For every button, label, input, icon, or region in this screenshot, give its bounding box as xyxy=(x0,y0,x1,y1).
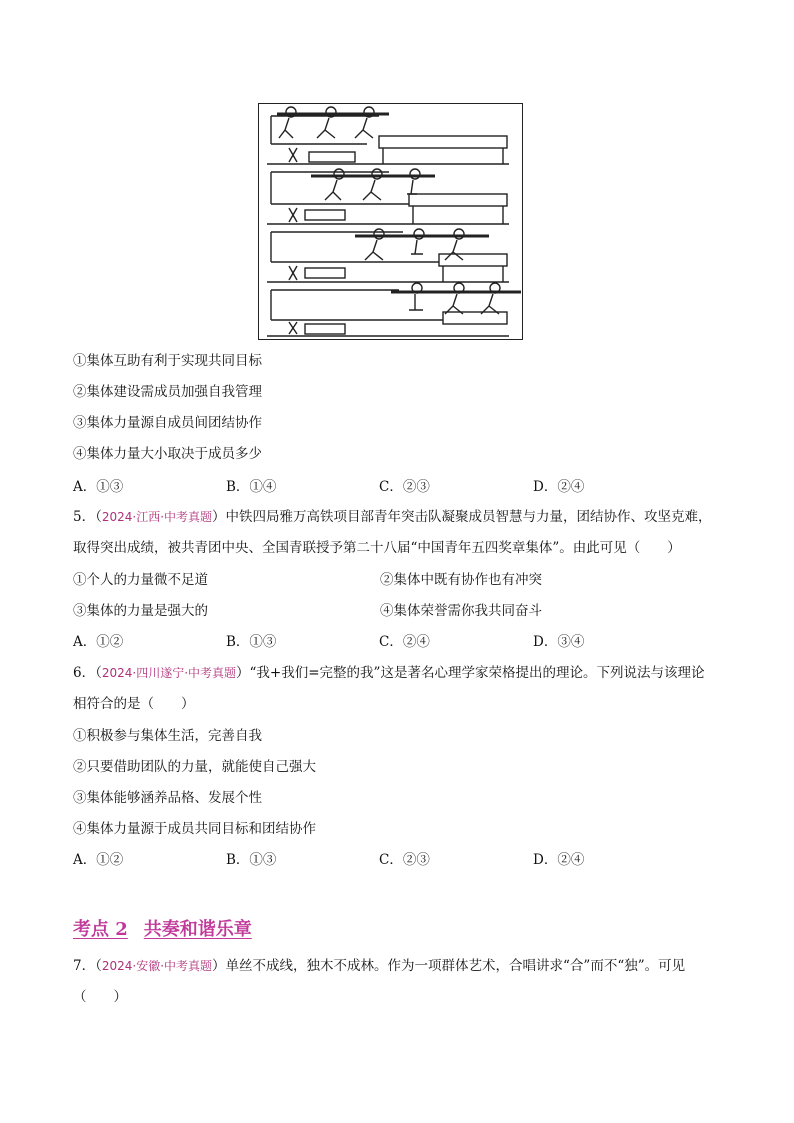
q6-option-3: ③集体能够涵养品格、发展个性 xyxy=(73,790,262,806)
q5-answer-d[interactable]: D．③④ xyxy=(533,634,585,650)
q4-answer-d[interactable]: D．②④ xyxy=(533,479,585,495)
section-title: 共奏和谐乐章 xyxy=(143,919,252,940)
q7-number: 7．（ xyxy=(73,958,102,974)
q7-tag-close: ） xyxy=(212,958,226,974)
q6-option-1: ①积极参与集体生活，完善自我 xyxy=(73,728,262,744)
q5-option-3: ③集体的力量是强大的 xyxy=(73,603,208,619)
q4-answer-b[interactable]: B．①④ xyxy=(226,479,277,495)
q5-stem-line2: 取得突出成绩，被共青团中央、全国青联授予第二十八届“中国青年五四奖章集体”。由此可见（ ） xyxy=(73,540,681,556)
q5-stem-line1 xyxy=(73,508,712,526)
q6-number: 6．（ xyxy=(73,665,102,681)
section-label: 考点 2 xyxy=(73,919,128,940)
section-heading xyxy=(73,915,252,941)
q6-stem-line2: 相符合的是（ ） xyxy=(73,696,195,712)
q4-option-3: ③集体力量源自成员间团结协作 xyxy=(73,415,262,431)
q5-option-2: ②集体中既有协作也有冲突 xyxy=(380,572,542,588)
q6-answer-c[interactable]: C．②③ xyxy=(379,852,430,868)
q6-tag-close: ） xyxy=(236,665,250,681)
q6-source-tag: 2024·四川遂宁·中考真题 xyxy=(101,666,237,680)
q6-answer-d[interactable]: D．②④ xyxy=(533,852,585,868)
q6-text-1: “我+我们=完整的我”这是著名心理学家荣格提出的理论。下列说法与该理论 xyxy=(249,665,705,681)
q4-option-4: ④集体力量大小取决于成员多少 xyxy=(73,446,262,462)
q5-answer-b[interactable]: B．①③ xyxy=(226,634,277,650)
q4-answer-c[interactable]: C．②③ xyxy=(379,479,430,495)
q5-tag-close: ） xyxy=(212,509,226,525)
q7-stem-line2: （ ） xyxy=(73,989,127,1005)
q5-answer-a[interactable]: A．①② xyxy=(73,634,124,650)
q4-option-1: ①集体互助有利于实现共同目标 xyxy=(73,353,262,369)
q6-option-4: ④集体力量源于成员共同目标和团结协作 xyxy=(73,821,316,837)
q6-answer-b[interactable]: B．①③ xyxy=(226,852,277,868)
q5-answer-c[interactable]: C．②④ xyxy=(379,634,430,650)
q6-option-2: ②只要借助团队的力量，就能使自己强大 xyxy=(73,759,316,775)
q6-stem-line1 xyxy=(73,664,704,682)
q7-stem-line1 xyxy=(73,957,685,975)
q5-source-tag: 2024·江西·中考真题 xyxy=(101,510,213,524)
q4-option-2: ②集体建设需成员加强自我管理 xyxy=(73,384,262,400)
q5-number: 5．（ xyxy=(73,509,102,525)
q4-answer-a[interactable]: A．①③ xyxy=(73,479,124,495)
q5-text-1: 中铁四局雅万高铁项目部青年突击队凝聚成员智慧与力量，团结协作、攻坚克难， xyxy=(225,509,712,525)
cartoon-figure xyxy=(258,103,523,340)
q7-text-1: 单丝不成线，独木不成林。作为一项群体艺术，合唱讲求“合”而不“独”。可见 xyxy=(225,958,686,974)
q5-option-1: ①个人的力量微不足道 xyxy=(73,572,208,588)
cartoon-illustration xyxy=(259,104,521,338)
q7-source-tag: 2024·安徽·中考真题 xyxy=(101,959,213,973)
q6-answer-a[interactable]: A．①② xyxy=(73,852,124,868)
q5-option-4: ④集体荣誉需你我共同奋斗 xyxy=(380,603,542,619)
